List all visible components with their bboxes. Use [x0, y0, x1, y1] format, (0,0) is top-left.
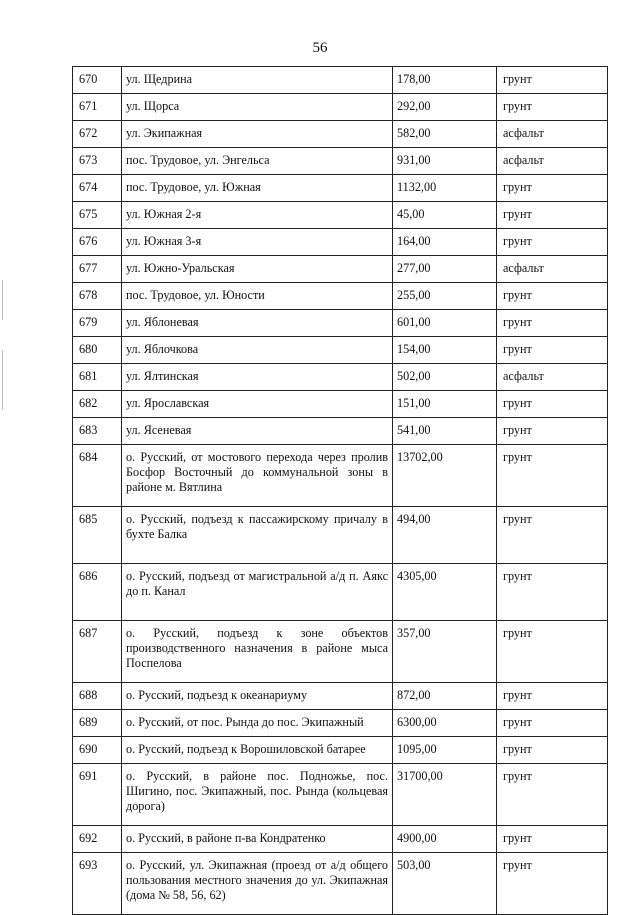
row-number: 670: [73, 67, 122, 94]
table-row: [73, 229, 608, 256]
road-length: 357,00: [393, 621, 497, 683]
road-name: ул. Ялтинская: [122, 364, 393, 391]
road-coverage: асфальт: [497, 148, 608, 175]
road-coverage: грунт: [497, 337, 608, 364]
road-name: о. Русский, подъезд к Ворошиловской батарее: [122, 737, 393, 764]
road-length: 582,00: [393, 121, 497, 148]
road-coverage: грунт: [497, 737, 608, 764]
table-row: [73, 94, 608, 121]
table-row: [73, 710, 608, 737]
row-number: 682: [73, 391, 122, 418]
road-coverage: грунт: [497, 202, 608, 229]
table-row: [73, 175, 608, 202]
road-coverage: грунт: [497, 391, 608, 418]
road-coverage: грунт: [497, 418, 608, 445]
road-length: 178,00: [393, 67, 497, 94]
table-row: [73, 337, 608, 364]
road-coverage: грунт: [497, 94, 608, 121]
table-row: [73, 564, 608, 621]
road-coverage: грунт: [497, 853, 608, 915]
road-length: 154,00: [393, 337, 497, 364]
row-number: 686: [73, 564, 122, 621]
road-coverage: асфальт: [497, 121, 608, 148]
row-number: 692: [73, 826, 122, 853]
road-coverage: грунт: [497, 564, 608, 621]
road-length: 4900,00: [393, 826, 497, 853]
row-number: 687: [73, 621, 122, 683]
scan-artifact: [2, 280, 3, 320]
road-length: 502,00: [393, 364, 497, 391]
road-name: пос. Трудовое, ул. Южная: [122, 175, 393, 202]
road-name: о. Русский, ул. Экипажная (проезд от а/д общего пользования местного значения до ул. Экипажная (дома № 58, 56, 62): [122, 853, 393, 915]
row-number: 678: [73, 283, 122, 310]
road-coverage: грунт: [497, 621, 608, 683]
roads-table: [72, 66, 608, 915]
road-name: о. Русский, в районе п-ва Кондратенко: [122, 826, 393, 853]
row-number: 683: [73, 418, 122, 445]
road-length: 164,00: [393, 229, 497, 256]
table-row: [73, 853, 608, 915]
road-coverage: грунт: [497, 67, 608, 94]
road-name: пос. Трудовое, ул. Юности: [122, 283, 393, 310]
road-coverage: асфальт: [497, 364, 608, 391]
row-number: 680: [73, 337, 122, 364]
road-coverage: грунт: [497, 764, 608, 826]
road-length: 494,00: [393, 507, 497, 564]
row-number: 688: [73, 683, 122, 710]
table-row: [73, 445, 608, 507]
road-coverage: грунт: [497, 445, 608, 507]
page-number: 56: [312, 40, 328, 56]
row-number: 689: [73, 710, 122, 737]
row-number: 685: [73, 507, 122, 564]
scan-artifact: [2, 350, 3, 410]
row-number: 672: [73, 121, 122, 148]
row-number: 681: [73, 364, 122, 391]
table-row: [73, 283, 608, 310]
row-number: 690: [73, 737, 122, 764]
table-row: [73, 764, 608, 826]
road-length: 277,00: [393, 256, 497, 283]
table-row: [73, 826, 608, 853]
road-length: 1132,00: [393, 175, 497, 202]
table-row: [73, 148, 608, 175]
table-row: [73, 683, 608, 710]
road-name: о. Русский, в районе пос. Подножье, пос. Шигино, пос. Экипажный, пос. Рында (кольцевая дорога): [122, 764, 393, 826]
table-row: [73, 418, 608, 445]
road-coverage: грунт: [497, 175, 608, 202]
road-length: 31700,00: [393, 764, 497, 826]
road-length: 601,00: [393, 310, 497, 337]
table-row: [73, 310, 608, 337]
road-coverage: грунт: [497, 826, 608, 853]
road-name: ул. Южная 2-я: [122, 202, 393, 229]
road-length: 1095,00: [393, 737, 497, 764]
road-coverage: грунт: [497, 710, 608, 737]
road-name: ул. Щорса: [122, 94, 393, 121]
road-length: 6300,00: [393, 710, 497, 737]
road-name: о. Русский, подъезд от магистральной а/д п. Аякс до п. Канал: [122, 564, 393, 621]
road-length: 255,00: [393, 283, 497, 310]
row-number: 679: [73, 310, 122, 337]
road-length: 4305,00: [393, 564, 497, 621]
road-name: о. Русский, подъезд к пассажирскому причалу в бухте Балка: [122, 507, 393, 564]
table-row: [73, 737, 608, 764]
road-length: 541,00: [393, 418, 497, 445]
row-number: 691: [73, 764, 122, 826]
table-row: [73, 364, 608, 391]
road-name: о. Русский, от пос. Рында до пос. Экипажный: [122, 710, 393, 737]
table-row: [73, 202, 608, 229]
road-name: пос. Трудовое, ул. Энгельса: [122, 148, 393, 175]
road-name: ул. Южная 3-я: [122, 229, 393, 256]
road-length: 292,00: [393, 94, 497, 121]
road-length: 151,00: [393, 391, 497, 418]
row-number: 693: [73, 853, 122, 915]
row-number: 671: [73, 94, 122, 121]
road-length: 931,00: [393, 148, 497, 175]
row-number: 674: [73, 175, 122, 202]
road-length: 13702,00: [393, 445, 497, 507]
road-length: 872,00: [393, 683, 497, 710]
road-length: 45,00: [393, 202, 497, 229]
table-row: [73, 67, 608, 94]
road-name: ул. Яблочкова: [122, 337, 393, 364]
road-name: ул. Ясеневая: [122, 418, 393, 445]
road-name: ул. Экипажная: [122, 121, 393, 148]
road-coverage: грунт: [497, 310, 608, 337]
row-number: 676: [73, 229, 122, 256]
table-row: [73, 121, 608, 148]
road-length: 503,00: [393, 853, 497, 915]
table-row: [73, 256, 608, 283]
road-name: о. Русский, от мостового перехода через пролив Босфор Восточный до коммунальной зоны в районе м. Вятлина: [122, 445, 393, 507]
row-number: 677: [73, 256, 122, 283]
road-name: ул. Яблоневая: [122, 310, 393, 337]
road-coverage: грунт: [497, 229, 608, 256]
row-number: 673: [73, 148, 122, 175]
road-name: о. Русский, подъезд к океанариуму: [122, 683, 393, 710]
road-coverage: грунт: [497, 283, 608, 310]
road-coverage: грунт: [497, 507, 608, 564]
row-number: 684: [73, 445, 122, 507]
road-name: о. Русский, подъезд к зоне объектов производственного назначения в районе мыса Поспелова: [122, 621, 393, 683]
road-name: ул. Ярославская: [122, 391, 393, 418]
table-row: [73, 621, 608, 683]
road-coverage: асфальт: [497, 256, 608, 283]
table-row: [73, 391, 608, 418]
road-coverage: грунт: [497, 683, 608, 710]
road-name: ул. Щедрина: [122, 67, 393, 94]
road-name: ул. Южно-Уральская: [122, 256, 393, 283]
row-number: 675: [73, 202, 122, 229]
table-row: [73, 507, 608, 564]
